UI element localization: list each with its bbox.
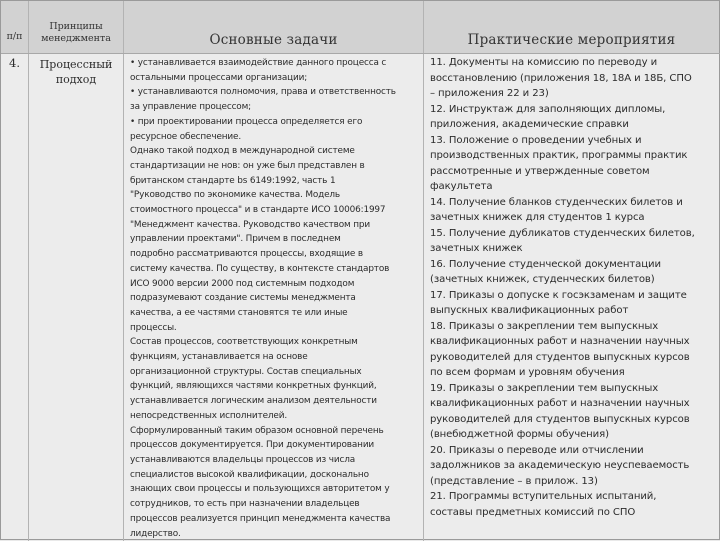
measure-text-line: 11. Документы на комиссию по переводу и [430,57,658,68]
measure-text-line: 21. Программы вступительных испытаний, [430,491,657,502]
row-number: 4. [9,56,20,70]
measure-text-line: (внебюджетной формы обучения) [430,429,609,440]
measure-text-line: зачетных книжек для студентов 1 курса [430,212,645,223]
task-text-line: специалистов высокой квалификации, досконально [130,469,369,480]
measure-text-line: 14. Получение бланков студенческих билетов и [430,196,683,208]
task-text-line: стоимостного процесса" и в стандарте ИСО 10006:1997 [130,205,386,216]
task-text-line: • при проектировании процесса определяется его [130,116,363,127]
measure-text-line: (зачетных книжек, студенческих билетов) [430,274,655,285]
task-text-line: Однако такой подход в международной системе [130,146,355,157]
header-cell-tasks [124,1,423,53]
measure-text-line: 17. Приказы о допуске к госэкзаменам и защите [430,289,687,301]
task-text-line: подробно рассматриваются процессы, входящие в [130,249,363,260]
task-text-line: стандартизации не нов: он уже был представлен в [130,160,365,171]
header-divider [1,53,720,54]
task-text-line: организационной структуры. Состав специальных [130,366,362,377]
measure-text-line: рассмотренные и утвержденные советом [430,165,650,177]
measure-text-line: 19. Приказы о закреплении тем выпускных [430,382,659,394]
measure-text-line: квалификационных работ и назначении научных [430,336,690,347]
principle-line-2: подход [55,73,97,86]
measure-text-line: приложения, академические справки [430,119,629,130]
header-tasks-label: Основные задачи [209,32,338,48]
measure-text-line: 12. Инструктаж для заполняющих дипломы, [430,103,666,115]
measure-text-line: 15. Получение дубликатов студенческих билетов, [430,227,695,239]
principle-line-1: Процессный [39,58,113,71]
measures-text [430,55,719,520]
task-text-line: ресурсное обеспечение. [130,131,242,142]
task-text-line: непосредственных исполнителей. [130,410,288,421]
header-number-label: п/п [6,31,23,42]
task-text-line: функциям, устанавливается на основе [130,352,308,363]
measure-text-line: выпускных квалификационных работ [430,305,629,316]
task-text-line: лидерство. [130,528,181,539]
task-text-line: устанавливается логическим анализом деятельности [130,396,377,407]
column-divider [123,1,124,541]
measure-text-line: руководителей для студентов выпускных курсов [430,351,690,363]
tasks-cell [124,54,423,539]
measure-text-line: 13. Положение о проведении учебных и [430,134,642,146]
measure-text-line: факультета [430,181,493,192]
task-text-line: управлении проектами". Причем в последнем [130,234,341,245]
task-text-line: • устанавливаются полномочия, права и ответственность [130,87,396,98]
measure-text-line: – приложения 22 и 23) [430,88,549,99]
row-principle-cell [29,54,123,539]
task-text-line: "Руководство по экономике качества. Модель [130,190,341,201]
header-principle-line-1: Принципы [49,21,103,32]
measure-text-line: зачетных книжек [430,243,523,254]
task-text-line: ИСО 9000 версии 2000 под системным подходом [130,278,355,289]
task-text-line: подразумевают создание системы менеджмента [130,293,356,304]
row-number-cell [1,54,28,539]
measure-text-line: руководителей для студентов выпускных курсов [430,413,690,425]
measure-text-line: по всем формам и уровням обучения [430,367,625,378]
measure-text-line: 20. Приказы о переводе или отчислении [430,444,644,456]
task-text-line: "Менеджмент качества. Руководство качеством при [130,219,371,230]
task-text-line: знающих свои процессы и пользующихся авторитетом у [130,484,390,495]
measure-text-line: (представление – в прилож. 13) [430,475,598,487]
column-divider [423,1,424,541]
task-text-line: сотрудников, то есть при назначении владельцев [130,499,360,510]
measure-text-line: квалификационных работ и назначении научных [430,398,690,409]
measures-cell [424,54,719,539]
task-text-line: функций, являющихся частями конкретных функций, [130,381,377,392]
measure-text-line: задолжников за академическую неуспеваемость [430,460,690,471]
header-cell-principle [29,1,123,53]
header-principle-line-2: менеджмента [41,33,111,44]
header-cell-measures [424,1,719,53]
column-divider [28,1,29,541]
task-text-line: процессов реализуется принцип менеджмента качества [130,513,391,524]
header-measures-label: Практические мероприятия [467,32,676,48]
task-text-line: Сформулированный таким образом основной перечень [130,425,384,436]
task-text-line: процессов документируется. При документировании [130,440,375,451]
task-text-line: • устанавливается взаимодействие данного процесса с [130,58,387,68]
tasks-text [130,56,423,539]
task-text-line: систему качества. По существу, в контексте стандартов [130,263,390,274]
measure-text-line: восстановлению (приложения 18, 18А и 18Б, СПО [430,72,692,84]
task-text-line: остальными процессами организации; [130,72,308,83]
task-text-line: устанавливаются владельцы процессов из числа [130,454,356,465]
task-text-line: британском стандарте bs 6149:1992, часть 1 [130,175,336,186]
measure-text-line: 16. Получение студенческой документации [430,258,661,270]
measure-text-line: производственных практик, программы практик [430,150,688,161]
measure-text-line: составы предметных комиссий по СПО [430,506,636,518]
task-text-line: за управление процессом; [130,102,251,113]
task-text-line: процессы. [130,322,177,333]
header-cell-number [1,1,28,53]
measure-text-line: 18. Приказы о закреплении тем выпускных [430,320,659,332]
task-text-line: Состав процессов, соответствующих конкретным [130,337,358,348]
task-text-line: качества, а ее частями становятся те или иные [130,307,348,318]
